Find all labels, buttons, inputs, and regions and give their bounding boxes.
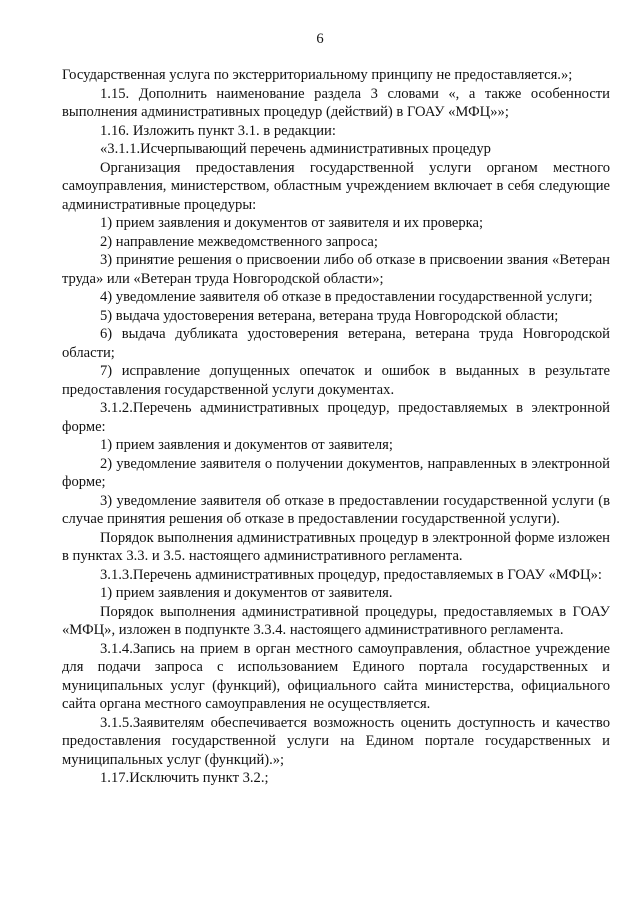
paragraph-20: Порядок выполнения административной процедуры, предоставляемых в ГОАУ «МФЦ», изложен в подпункте 3.3.4. настоящего административного регламента. <box>62 603 610 638</box>
list-item: 1) прием заявления и документов от заявителя. <box>100 585 393 601</box>
list-item: 3) уведомление заявителя об отказе в предоставлении государственной услуги (в случае принятия решения об отказе в предоставлении государственной услуги). <box>62 492 610 527</box>
paragraph-5: Организация предоставления государственной услуги органом местного самоуправления, министерством, областным учреждением включает в себя следующие административные процедуры: <box>62 159 610 213</box>
paragraph-22: 3.1.5.Заявителям обеспечивается возможность оценить доступность и качество предоставления государственной услуги на Едином портале государственных и муниципальных услуг (функций).»; <box>62 714 610 768</box>
list-item: 2) уведомление заявителя о получении документов, направленных в электронной форме; <box>62 455 610 490</box>
paragraph-21: 3.1.4.Запись на прием в орган местного самоуправления, областное учреждение для подачи запроса с использованием Единого портала государственных и муниципальных услуг (функций), официального сайта министерства, официального сайта органа местного самоуправления не осуществляется. <box>62 640 610 712</box>
paragraph-17: Порядок выполнения административных процедур в электронной форме изложен в пунктах 3.3. и 3.5. настоящего административного регламента. <box>62 529 610 564</box>
list-item: 4) уведомление заявителя об отказе в предоставлении государственной услуги; <box>100 289 593 305</box>
list-item: 5) выдача удостоверения ветерана, ветерана труда Новгородской области; <box>100 307 559 324</box>
paragraph-1: Государственная услуга по экстерриториальному принципу не предоставляется.»; <box>62 67 573 83</box>
paragraph-13: 3.1.2.Перечень административных процедур, предоставляемых в электронной форме: <box>62 400 610 435</box>
paragraph-3: 1.16. Изложить пункт 3.1. в редакции: <box>100 122 336 139</box>
document-body <box>62 66 610 788</box>
list-item: 7) исправление допущенных опечаток и ошибок в выданных в результате предоставления государственной услуги документах. <box>62 363 610 398</box>
list-item: 1) прием заявления и документов от заявителя; <box>100 437 393 453</box>
list-item: 2) направление межведомственного запроса; <box>100 233 378 250</box>
page-number: 6 <box>316 31 324 47</box>
paragraph-23: 1.17.Исключить пункт 3.2.; <box>100 770 269 786</box>
list-item: 3) принятие решения о присвоении либо об отказе в присвоении звания «Ветеран труда» или «Ветеран труда Новгородской области»; <box>62 252 610 287</box>
paragraph-18: 3.1.3.Перечень административных процедур, предоставляемых в ГОАУ «МФЦ»: <box>100 566 602 583</box>
list-item: 1) прием заявления и документов от заявителя и их проверка; <box>100 215 484 231</box>
paragraph-4: «3.1.1.Исчерпывающий перечень административных процедур <box>100 141 491 157</box>
list-item: 6) выдача дубликата удостоверения ветерана, ветерана труда Новгородской области; <box>62 326 610 361</box>
paragraph-2: 1.15. Дополнить наименование раздела 3 словами «, а также особенности выполнения административных процедур (действий) в ГОАУ «МФЦ»»; <box>62 85 610 120</box>
